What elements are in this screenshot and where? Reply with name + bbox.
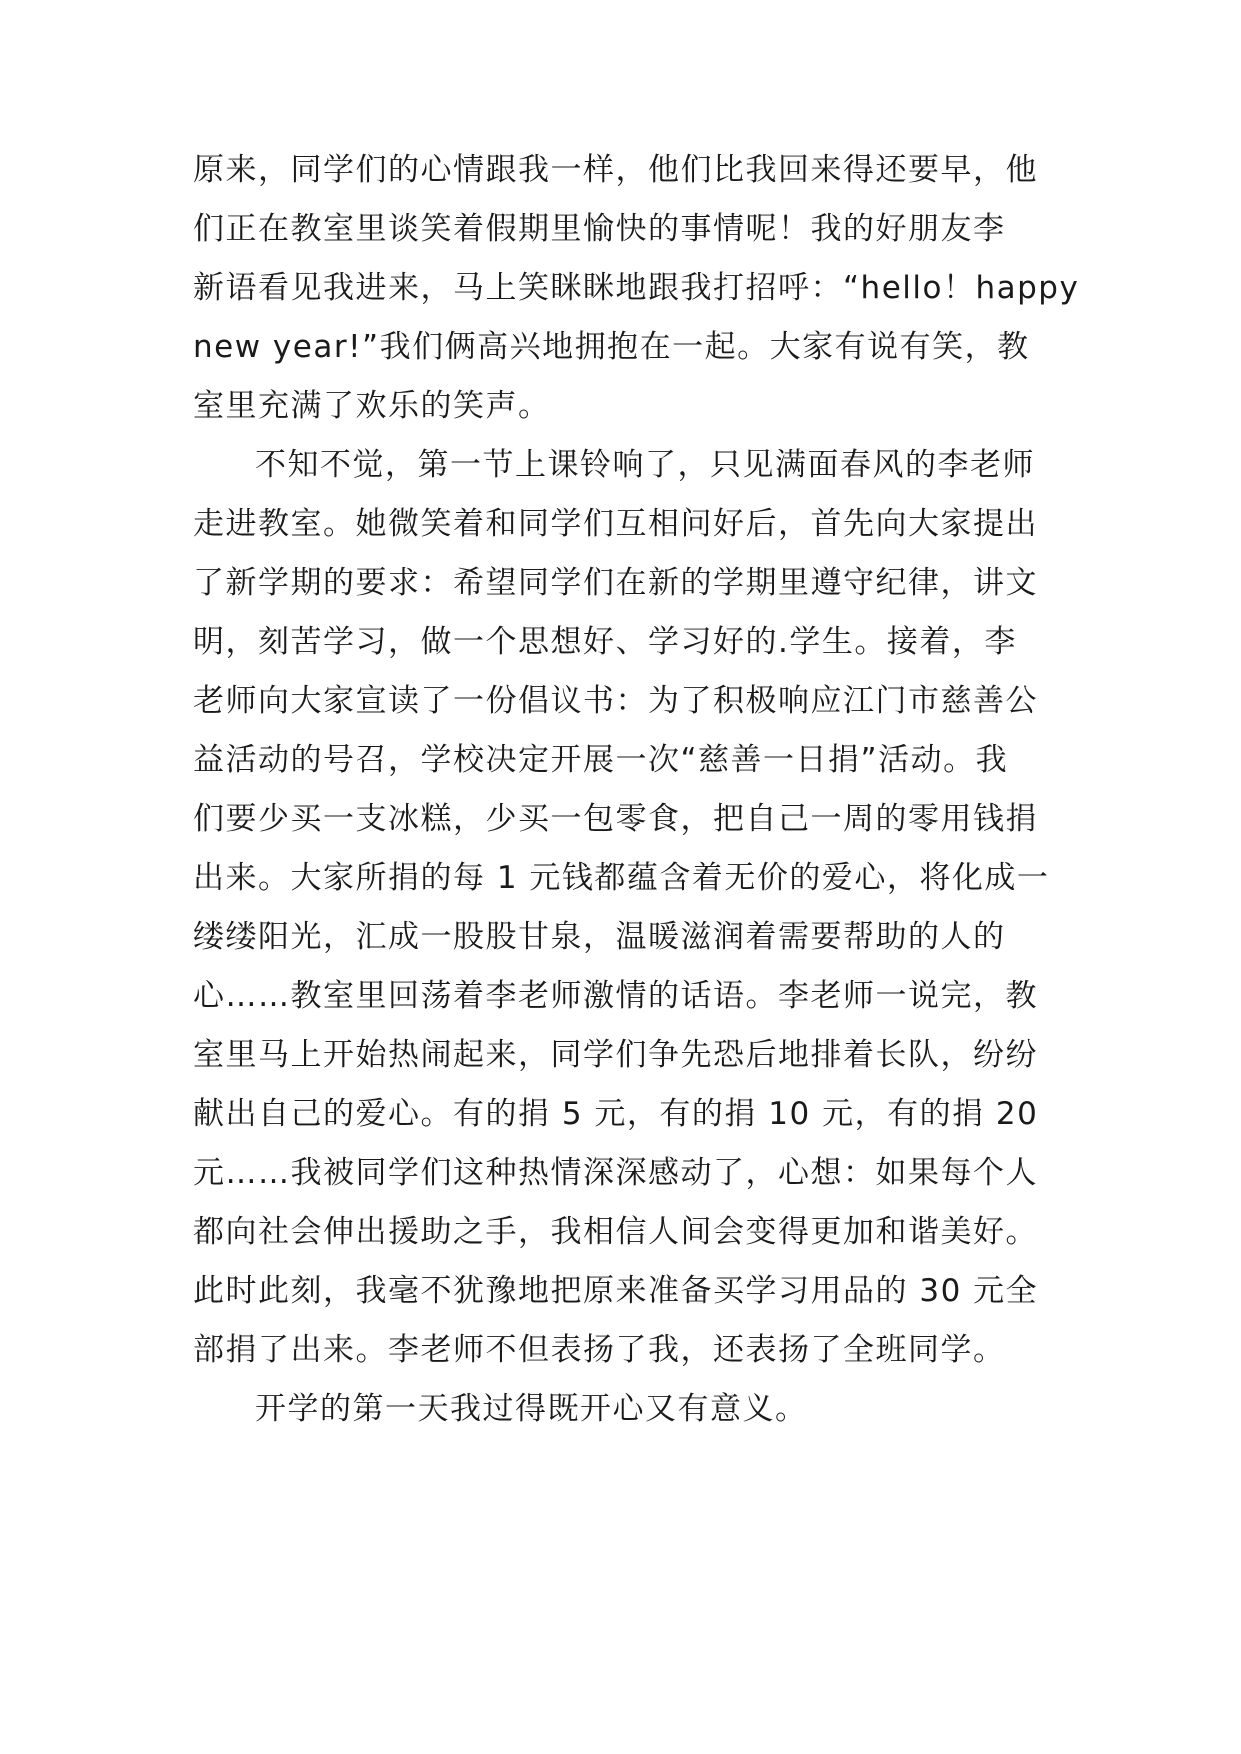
text-line-2: 们正在教室里谈笑着假期里愉快的事情呢！我的好朋友李 bbox=[193, 211, 1006, 247]
paragraph-2-first-line: 不知不觉，第一节上课铃响了，只见满面春风的李老师 bbox=[255, 447, 1035, 483]
text-line-11: 益活动的号召，学校决定开展一次“慈善一日捐”活动。我 bbox=[193, 742, 1009, 778]
text-line-21: 部捐了出来。李老师不但表扬了我，还表扬了全班同学。 bbox=[193, 1332, 1006, 1368]
text-line-16: 室里马上开始热闹起来，同学们争先恐后地排着长队，纷纷 bbox=[193, 1037, 1038, 1073]
text-line-20: 此时此刻，我毫不犹豫地把原来准备买学习用品的 30 元全 bbox=[193, 1273, 1039, 1309]
text-line-19: 都向社会伸出援助之手，我相信人间会变得更加和谐美好。 bbox=[193, 1214, 1038, 1250]
text-line-5: 室里充满了欢乐的笑声。 bbox=[193, 388, 551, 424]
text-line-12: 们要少买一支冰糕，少买一包零食，把自己一周的零用钱捐 bbox=[193, 801, 1038, 837]
text-line-17: 献出自己的爱心。有的捐 5 元，有的捐 10 元，有的捐 20 bbox=[193, 1096, 1039, 1132]
text-line-14: 缕缕阳光，汇成一股股甘泉，温暖滋润着需要帮助的人的 bbox=[193, 919, 1006, 955]
text-line-10: 老师向大家宣读了一份倡议书：为了积极响应江门市慈善公 bbox=[193, 683, 1038, 719]
text-line-7: 走进教室。她微笑着和同学们互相问好后，首先向大家提出 bbox=[193, 506, 1038, 542]
text-line-18: 元……我被同学们这种热情深深感动了，心想：如果每个人 bbox=[193, 1155, 1038, 1191]
text-line-4: new year!”我们俩高兴地拥抱在一起。大家有说有笑，教 bbox=[193, 329, 1030, 365]
paragraph-3-first-line: 开学的第一天我过得既开心又有意义。 bbox=[255, 1391, 808, 1427]
text-line-3: 新语看见我进来，马上笑眯眯地跟我打招呼：“hello！happy bbox=[193, 270, 1080, 306]
text-line-1: 原来，同学们的心情跟我一样，他们比我回来得还要早，他 bbox=[193, 152, 1038, 188]
text-line-8: 了新学期的要求：希望同学们在新的学期里遵守纪律，讲文 bbox=[193, 565, 1038, 601]
text-line-9: 明，刻苦学习，做一个思想好、学习好的.学生。接着，李 bbox=[193, 624, 1017, 660]
text-line-13: 出来。大家所捐的每 1 元钱都蕴含着无价的爱心，将化成一 bbox=[193, 860, 1050, 896]
text-line-15: 心……教室里回荡着李老师激情的话语。李老师一说完，教 bbox=[193, 978, 1038, 1014]
